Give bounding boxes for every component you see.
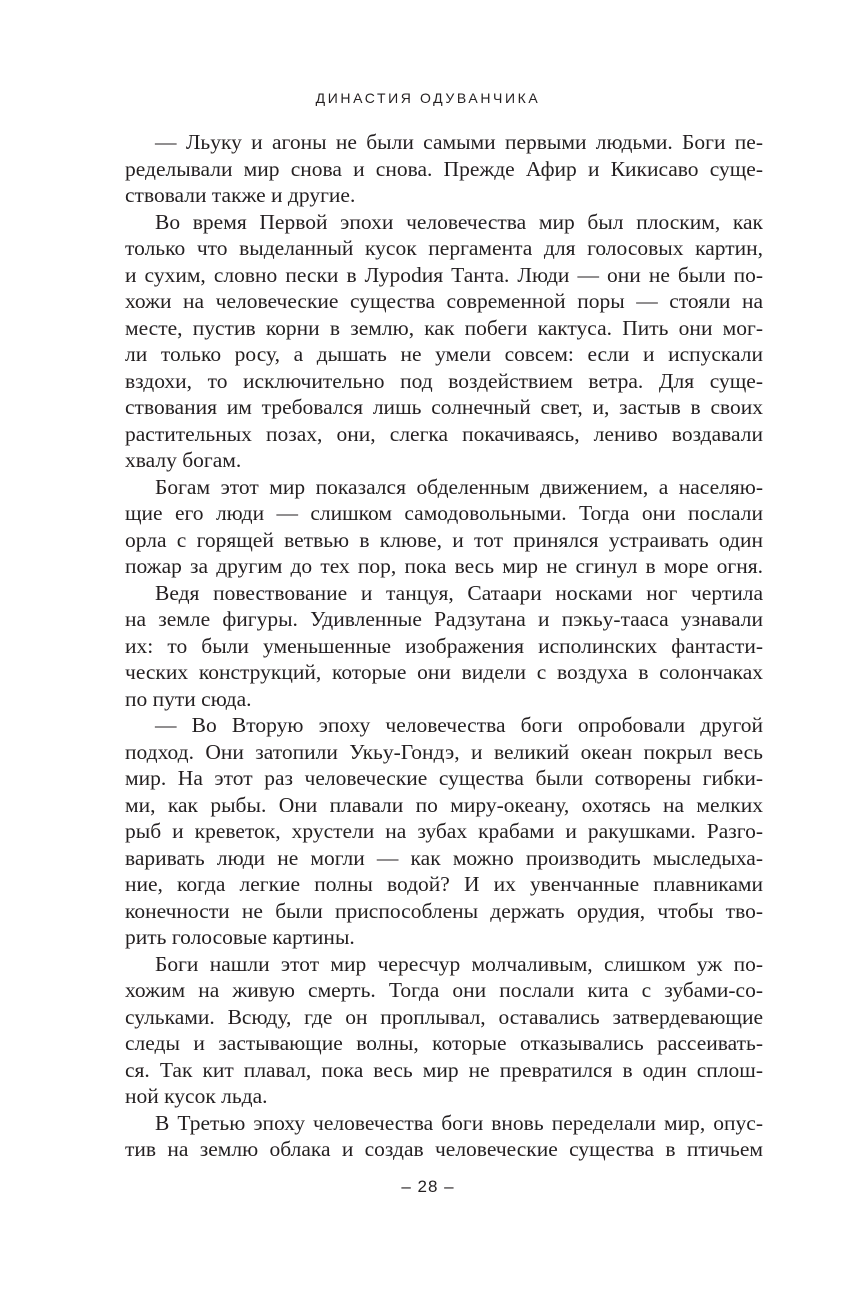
text-line: по пути сюда. — [125, 686, 252, 711]
text-line: следы и застывающие волны, которые отказывались рассеивать- — [125, 1031, 763, 1055]
text-line: ческих конструкций, которые они видели с воздуха в солончаках — [125, 660, 763, 684]
text-line: тив на землю облака и создав человеческие существа в птичьем — [125, 1137, 763, 1161]
text-line: рить голосовые картины. — [125, 925, 355, 949]
text-line: мир. На этот раз человеческие существа были сотворены гибки- — [125, 766, 763, 790]
text-line: сульками. Всюду, где он проплывал, оставались затвердевающие — [125, 1004, 763, 1029]
text-line: только что выделанный кусок пергамента для голосовых картин, — [125, 236, 763, 260]
text-line: ствовали также и другие. — [125, 183, 356, 207]
text-line: Богам этот мир показался обделенным движением, а населяю- — [155, 474, 763, 499]
text-line: хожим на живую смерть. Тогда они послали кита с зубами-со- — [125, 978, 763, 1002]
text-line: пожар за другим до тех пор, пока весь мир не сгинул в море огня. — [125, 554, 763, 578]
text-line: подход. Они затопили Укьу-Гондэ, и великий океан покрыл весь — [125, 739, 763, 764]
text-line: ми, как рыбы. Они плавали по миру-океану, охотясь на мелких — [125, 792, 763, 817]
text-line: хожи на человеческие существа современной поры — стояли на — [125, 289, 763, 313]
text-line: вздохи, то исключительно под воздействием ветра. Для суще- — [125, 368, 763, 393]
text-line: орла с горящей ветвью в клюве, и тот принялся устраивать один — [125, 527, 763, 552]
text-line: В Третью эпоху человечества боги вновь переделали мир, опус- — [155, 1110, 763, 1135]
text-line: щие его люди — слишком самодовольными. Тогда они послали — [125, 501, 763, 525]
text-line: и сухим, словно пески в Лурodия Танта. Люди — они не были по- — [125, 262, 763, 287]
text-line: их: то были уменьшенные изображения исполинских фантасти- — [125, 633, 763, 658]
text-line: Ведя повествование и танцуя, Сатаари носками ног чертила — [155, 580, 763, 605]
text-line: — Во Вторую эпоху человечества боги опробовали другой — [155, 713, 763, 737]
page-number: – 28 – — [401, 1177, 455, 1196]
text-line: рыб и креветок, хрустели на зубах крабами и ракушками. Разго- — [125, 819, 763, 843]
text-line: ствования им требовался лишь солнечный свет, и, застыв в своих — [125, 395, 763, 419]
text-line: растительных позах, они, слегка покачиваясь, лениво воздавали — [125, 421, 763, 446]
text-line: на земле фигуры. Удивленные Радзутана и пэкьу-тааса узнавали — [125, 607, 763, 631]
text-line: варивать люди не могли — как можно производить мыследыха- — [125, 845, 763, 870]
text-line: Во время Первой эпохи человечества мир был плоским, как — [155, 209, 763, 234]
running-header: ДИНАСТИЯ ОДУВАНЧИКА — [315, 90, 541, 106]
text-line: месте, пустив корни в землю, как побеги кактуса. Пить они мог- — [125, 315, 763, 340]
body-text — [125, 129, 763, 1163]
text-line: конечности не были приспособлены держать орудия, чтобы тво- — [125, 898, 763, 923]
text-line: ние, когда легкие полны водой? И их увенчанные плавниками — [125, 872, 763, 896]
text-line: ной кусок льда. — [125, 1084, 268, 1108]
text-line: ли только росу, а дышать не умели совсем: если и испускали — [125, 342, 763, 366]
text-line: — Льуку и агоны не были самыми первыми людьми. Боги пе- — [155, 130, 763, 154]
text-line: Боги нашли этот мир чересчур молчаливым, слишком уж по- — [155, 951, 763, 976]
text-line: ределывали мир снова и снова. Прежде Афир и Кикисаво суще- — [125, 156, 763, 181]
text-line: ся. Так кит плавал, пока весь мир не превратился в один сплош- — [125, 1057, 763, 1082]
text-line: хвалу богам. — [125, 448, 242, 472]
